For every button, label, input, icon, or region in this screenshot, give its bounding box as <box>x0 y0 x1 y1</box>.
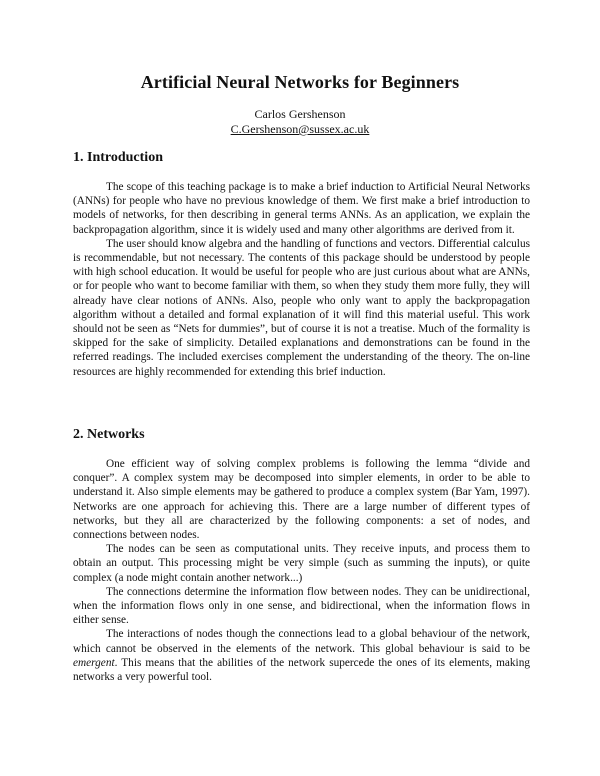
text-span: The interactions of nodes though the connections lead to a global behaviour of the network, which cannot be observed in the elements of the network. This global behaviour is said to be <box>73 628 530 655</box>
section-body-networks <box>73 457 530 684</box>
section-body-introduction <box>73 180 530 379</box>
section-heading-networks: 2. Networks <box>73 427 145 442</box>
author-name: Carlos Gershenson <box>254 107 346 121</box>
paragraph-emergent <box>73 627 530 684</box>
paragraph: The nodes can be seen as computational units. They receive inputs, and process them to obtain an output. This processing might be very simple (such as summing the inputs), or quite complex (a node might contain another network...) <box>73 543 530 584</box>
paper-title: Artificial Neural Networks for Beginners <box>140 72 460 92</box>
paragraph: One efficient way of solving complex problems is following the lemma “divide and conquer”. A complex system may be decomposed into simpler elements, in order to be able to understand it. Also simple elements may be gathered to produce a complex system (Bar Yam, 1997). Networks are one approach for achieving this. There are a large number of different types of networks, but they all are characterized by the following components: a set of nodes, and connections between nodes. <box>73 458 530 542</box>
emphasis-emergent: emergent <box>73 656 115 669</box>
paragraph: The scope of this teaching package is to make a brief induction to Artificial Neural Networks (ANNs) for people who have no previous knowledge of them. We first make a brief introduction to models of networks, for then describing in general terms ANNs. As an application, we explain the backpropagation algorithm, since it is widely used and many other algorithms are derived from it. <box>73 181 530 236</box>
text-span: . This means that the abilities of the network supercede the ones of its elements, making networks a very powerful tool. <box>73 656 530 684</box>
paragraph: The connections determine the information flow between nodes. They can be unidirectional, when the information flows only in one sense, and bidirectional, when the information flows in either sense. <box>73 585 530 627</box>
author-email-link[interactable]: C.Gershenson@sussex.ac.uk <box>230 122 370 136</box>
section-heading-introduction: 1. Introduction <box>73 150 163 165</box>
paragraph: The user should know algebra and the handling of functions and vectors. Differential calculus is recommendable, but not necessary. The contents of this package should be understood by people with high school education. It would be useful for people who are just curious about what are ANNs, or for people who want to become familiar with them, so when they study them more fully, they will already have clear notions of ANNs. Also, people who only want to apply the backpropagation algorithm without a detailed and formal explanation of it will find this material useful. This work should not be seen as “Nets for dummies”, but of course it is not a treatise. Much of the formality is skipped for the sake of simplicity. Detailed explanations and demonstrations can be found in the referred readings. The included exercises complement the understanding of the theory. The on-line resources are highly recommended for extending this brief induction. <box>73 237 530 378</box>
